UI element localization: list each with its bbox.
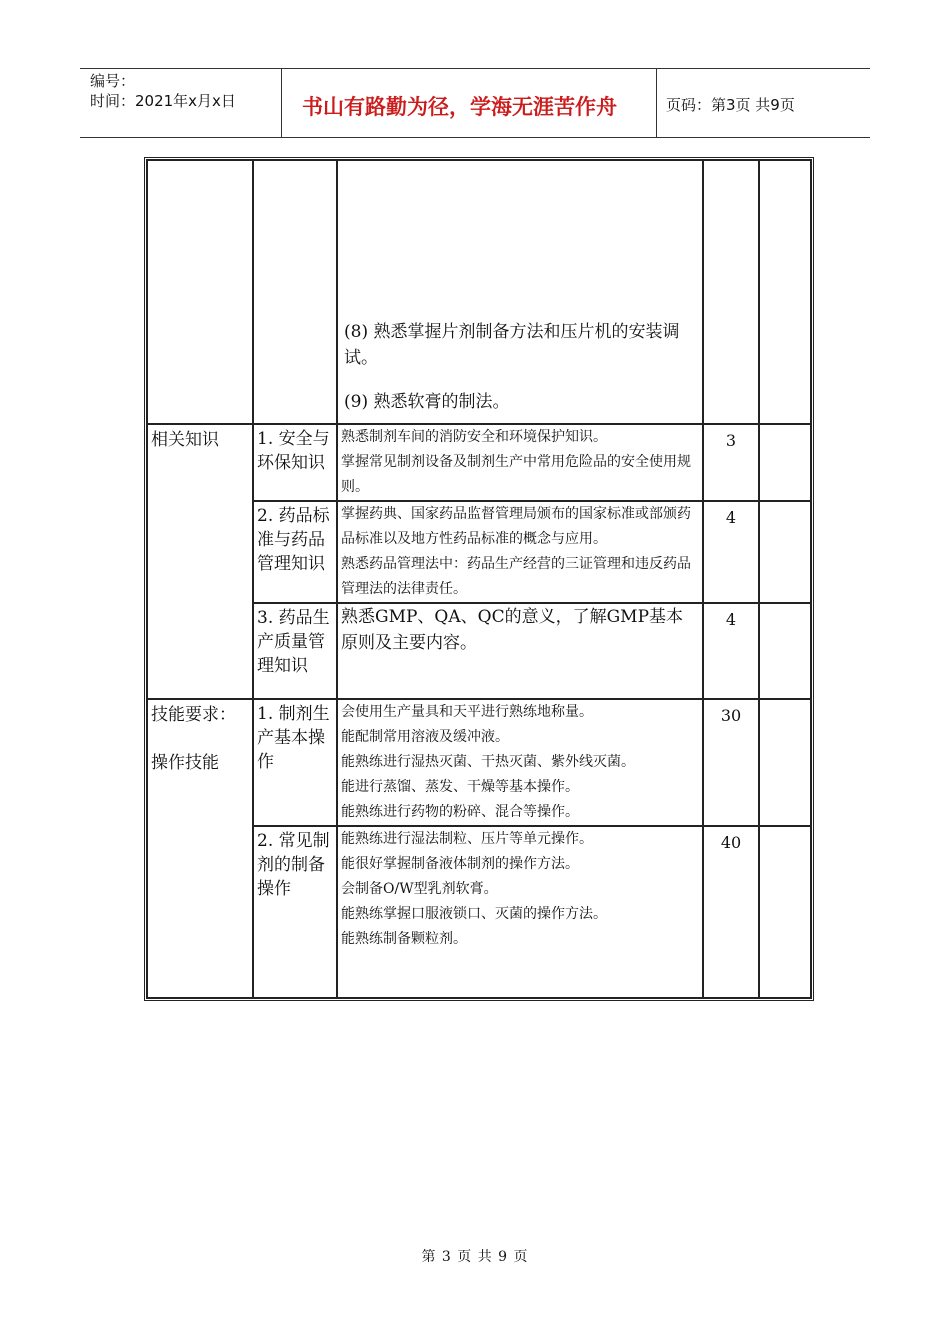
table-cell	[759, 160, 811, 424]
hours-value: 4	[703, 501, 759, 603]
list-item: (9) 熟悉软膏的制法。	[344, 392, 510, 412]
table-row	[147, 424, 811, 501]
page-footer: 第 3 页 共 9 页	[421, 1249, 529, 1265]
list-item: (8) 熟悉掌握片剂制备方法和压片机的安装调试。	[344, 322, 680, 368]
table-cell	[759, 424, 811, 501]
table-cell	[759, 501, 811, 603]
category-skills-line1: 技能要求：	[151, 705, 236, 725]
table-cell	[759, 603, 811, 699]
hours-value: 30	[703, 699, 759, 826]
table-cell	[253, 160, 337, 424]
list-item: 熟悉制剂车间的消防安全和环境保护知识。	[341, 429, 607, 445]
list-item: 熟悉GMP、QA、QC的意义，了解GMP基本原则及主要内容。	[341, 607, 684, 653]
module-title: 1. 安全与环保知识	[253, 424, 337, 501]
list-item: 会制备O/W型乳剂软膏。	[341, 881, 498, 897]
category-skills	[147, 699, 253, 998]
module-title: 2. 常见制剂的制备操作	[253, 826, 337, 998]
list-item: 能熟练掌握口服液锁口、灭菌的操作方法。	[341, 906, 607, 922]
module-title: 1. 制剂生产基本操作	[253, 699, 337, 826]
hours-value: 3	[703, 424, 759, 501]
table-cell	[759, 699, 811, 826]
module-title: 2. 药品标准与药品管理知识	[253, 501, 337, 603]
document-number-label: 编号：	[90, 72, 136, 90]
table-cell-content	[337, 699, 703, 826]
header-meta	[80, 69, 281, 137]
list-item: 掌握常见制剂设备及制剂生产中常用危险品的安全使用规则。	[341, 454, 691, 495]
hours-value: 40	[703, 826, 759, 998]
list-item: 会使用生产量具和天平进行熟练地称量。	[341, 704, 593, 720]
table-cell-content	[337, 160, 703, 424]
table-cell-content	[337, 424, 703, 501]
page-header	[80, 68, 870, 138]
table-row	[147, 160, 811, 424]
list-item: 能很好掌握制备液体制剂的操作方法。	[341, 856, 579, 872]
category-skills-line2: 操作技能	[151, 753, 219, 773]
document-date: 时间：2021年x月x日	[90, 92, 236, 110]
table-cell-content	[337, 826, 703, 998]
list-item: 掌握药典、国家药品监督管理局颁布的国家标准或部颁药品标准以及地方性药品标准的概念与应用。	[341, 506, 691, 547]
module-title: 3. 药品生产质量管理知识	[253, 603, 337, 699]
list-item: 能熟练制备颗粒剂。	[341, 931, 467, 947]
header-page-info-cell	[656, 69, 870, 137]
hours-value: 4	[703, 603, 759, 699]
table-cell-content	[337, 501, 703, 603]
syllabus-table	[144, 157, 814, 1001]
table-cell	[147, 160, 253, 424]
table-cell	[703, 160, 759, 424]
list-item: 能熟练进行湿热灭菌、干热灭菌、紫外线灭菌。	[341, 754, 635, 770]
list-item: 能熟练进行药物的粉碎、混合等操作。	[341, 804, 579, 820]
table-cell-content	[337, 603, 703, 699]
header-motto-cell	[281, 69, 657, 137]
list-item: 熟悉药品管理法中：药品生产经营的三证管理和违反药品管理法的法律责任。	[341, 556, 691, 597]
header-motto: 书山有路勤为径，学海无涯苦作舟	[302, 95, 617, 119]
table-row	[147, 699, 811, 826]
list-item: 能熟练进行湿法制粒、压片等单元操作。	[341, 831, 593, 847]
table-cell	[759, 826, 811, 998]
list-item: 能进行蒸馏、蒸发、干燥等基本操作。	[341, 779, 579, 795]
category-knowledge: 相关知识	[147, 424, 253, 699]
list-item: 能配制常用溶液及缓冲液。	[341, 729, 509, 745]
header-page-info: 页码：第3页 共9页	[666, 96, 795, 114]
